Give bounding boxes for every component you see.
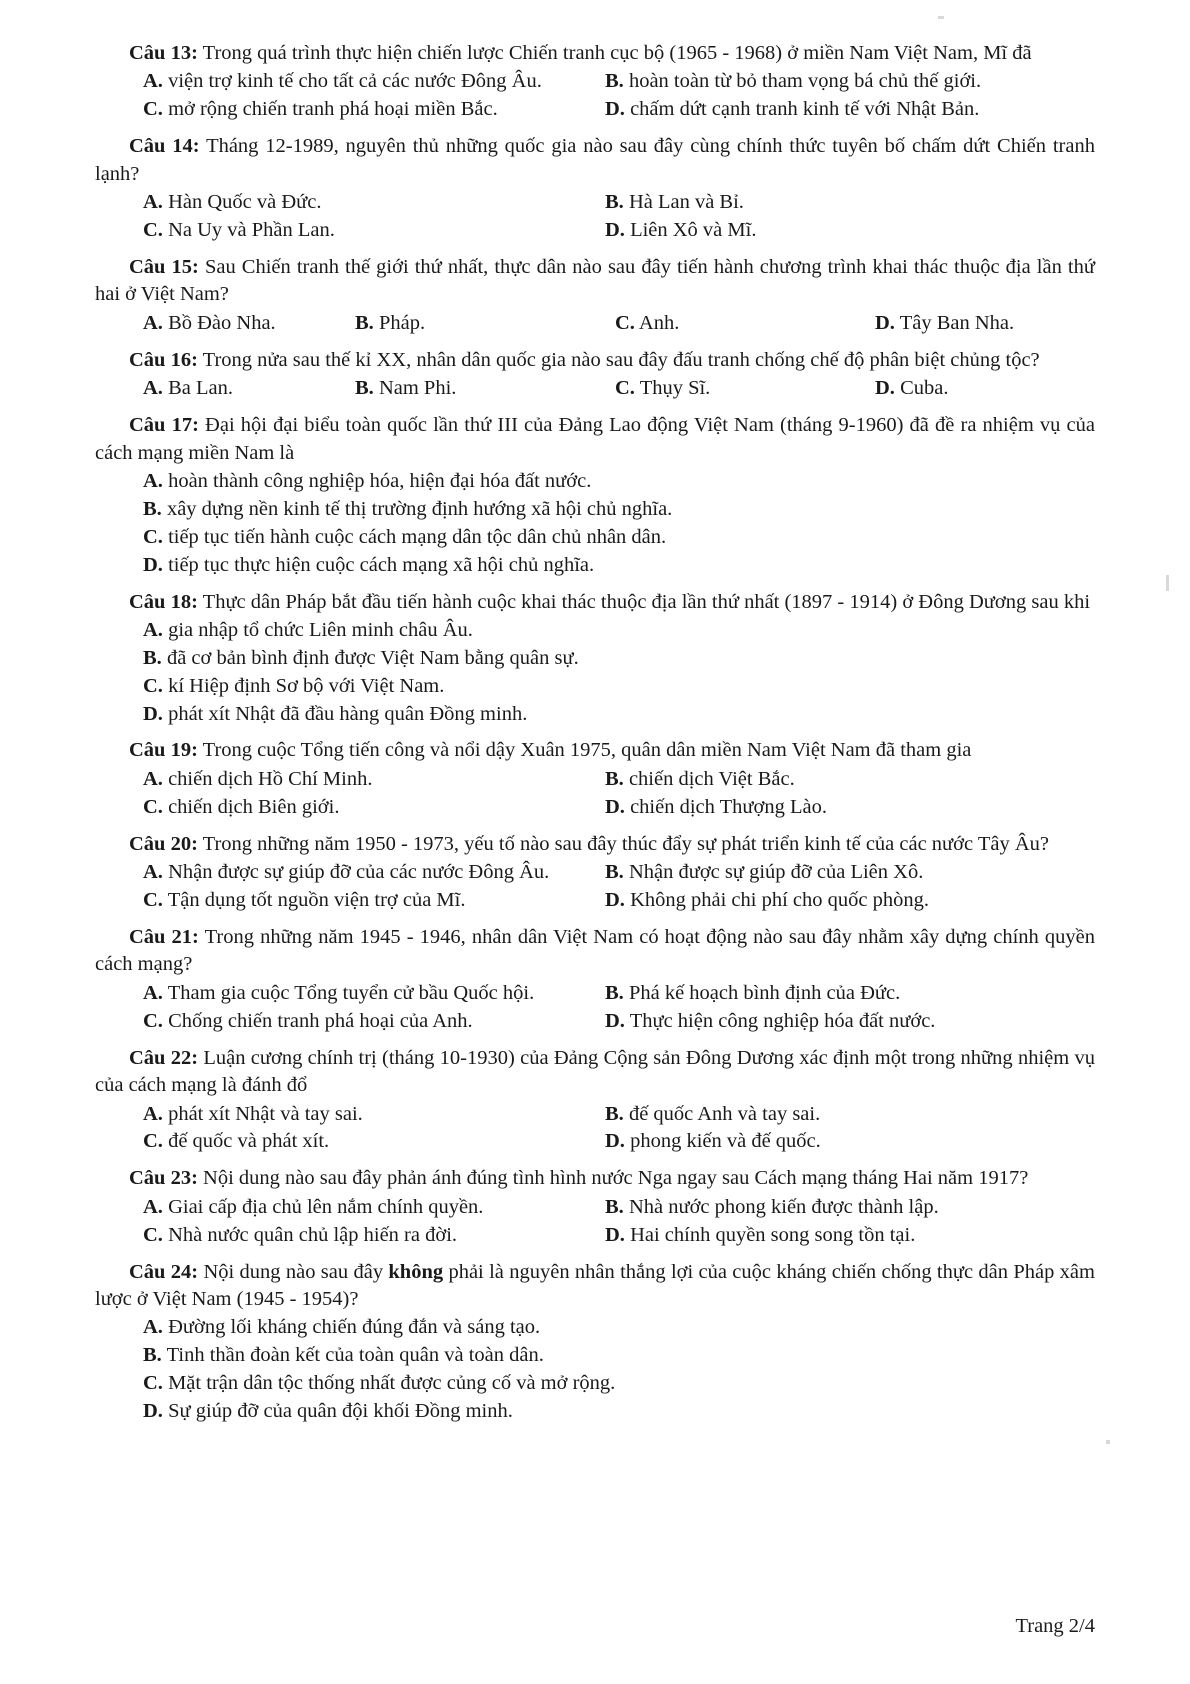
question-stem xyxy=(95,737,1095,764)
answer-option[interactable] xyxy=(95,1101,595,1129)
answer-option[interactable] xyxy=(875,375,1095,403)
answer-options xyxy=(95,375,1095,403)
option-label: C. xyxy=(143,1372,163,1395)
answer-option[interactable] xyxy=(595,1128,1095,1156)
option-label: D. xyxy=(605,889,625,912)
answer-option[interactable] xyxy=(95,310,355,338)
option-text: Tham gia cuộc Tổng tuyển cử bầu Quốc hội. xyxy=(162,981,535,1004)
answer-options xyxy=(95,617,1095,729)
option-text: Hàn Quốc và Đức. xyxy=(162,191,322,214)
option-text: chiến dịch Thượng Lào. xyxy=(624,795,827,818)
option-text: Tây Ban Nha. xyxy=(894,311,1015,334)
option-text: Phá kế hoạch bình định của Đức. xyxy=(623,981,901,1004)
answer-option[interactable] xyxy=(95,1222,595,1250)
option-label: A. xyxy=(143,70,163,93)
option-text: gia nhập tổ chức Liên minh châu Âu. xyxy=(162,618,473,641)
option-text: đế quốc và phát xít. xyxy=(162,1130,330,1153)
question-stem xyxy=(95,589,1095,616)
answer-option[interactable] xyxy=(615,310,875,338)
answer-options xyxy=(95,310,1095,338)
option-label: B. xyxy=(143,646,162,669)
option-text: kí Hiệp định Sơ bộ với Việt Nam. xyxy=(162,674,445,697)
question xyxy=(95,133,1095,245)
answer-option[interactable] xyxy=(95,1314,1095,1342)
answer-option[interactable] xyxy=(95,794,595,822)
answer-option[interactable] xyxy=(595,1008,1095,1036)
option-label: D. xyxy=(605,1223,625,1246)
option-text: viện trợ kinh tế cho tất cả các nước Đông Âu. xyxy=(162,70,542,93)
question xyxy=(95,412,1095,579)
answer-option[interactable] xyxy=(95,673,1095,701)
question-text: Trong những năm 1945 - 1946, nhân dân Việt Nam có hoạt động nào sau đây nhằm xây dựng chính quyền cách mạng? xyxy=(95,925,1095,976)
answer-option[interactable] xyxy=(95,859,595,887)
option-label: C. xyxy=(615,377,635,400)
option-text: Không phải chi phí cho quốc phòng. xyxy=(624,889,929,912)
question-text: Sau Chiến tranh thế giới thứ nhất, thực dân nào sau đây tiến hành chương trình khai thác thuộc địa lần thứ hai ở Việt Nam? xyxy=(95,255,1095,306)
answer-option[interactable] xyxy=(95,701,1095,729)
question-number: Câu 21: xyxy=(129,925,199,948)
option-label: B. xyxy=(355,311,374,334)
question-number: Câu 13: xyxy=(129,42,198,64)
question-stem xyxy=(95,1045,1095,1100)
option-label: A. xyxy=(143,767,163,790)
answer-option[interactable] xyxy=(595,1222,1095,1250)
option-text: Bồ Đào Nha. xyxy=(162,311,276,334)
question-text: Trong quá trình thực hiện chiến lược Chiến tranh cục bộ (1965 - 1968) ở miền Nam Việt Nam, Mĩ đã xyxy=(197,42,1032,64)
question-stem xyxy=(95,924,1095,979)
answer-option[interactable] xyxy=(615,375,875,403)
question-number: Câu 19: xyxy=(129,739,198,762)
option-text: Sự giúp đỡ của quân đội khối Đồng minh. xyxy=(162,1400,513,1423)
question-text: Thực dân Pháp bắt đầu tiến hành cuộc khai thác thuộc địa lần thứ nhất (1897 - 1914) ở Đông Dương sau khi xyxy=(197,590,1091,613)
option-text: Nhà nước phong kiến được thành lập. xyxy=(623,1195,939,1218)
question xyxy=(95,40,1095,124)
option-label: A. xyxy=(143,1195,163,1218)
question-number: Câu 14: xyxy=(129,135,200,158)
option-text: chấm dứt cạnh tranh kinh tế với Nhật Bản. xyxy=(624,98,980,121)
option-text: Tinh thần đoàn kết của toàn quân và toàn dân. xyxy=(161,1344,544,1367)
option-text: Ba Lan. xyxy=(162,377,233,400)
answer-option[interactable] xyxy=(595,887,1095,915)
option-text: Nhận được sự giúp đỡ của các nước Đông Âu. xyxy=(162,861,550,884)
answer-option[interactable] xyxy=(95,552,1095,580)
answer-option[interactable] xyxy=(595,217,1095,245)
option-text: chiến dịch Việt Bắc. xyxy=(623,767,795,790)
question-text: Tháng 12-1989, nguyên thủ những quốc gia nào sau đây cùng chính thức tuyên bố chấm dứt Chiến tranh lạnh? xyxy=(95,135,1095,185)
question-text: Trong những năm 1950 - 1973, yếu tố nào sau đây thúc đẩy sự phát triển kinh tế của các nước Tây Âu? xyxy=(197,832,1050,855)
answer-option[interactable] xyxy=(95,1128,595,1156)
answer-option[interactable] xyxy=(595,1194,1095,1222)
option-label: C. xyxy=(143,889,163,912)
option-label: B. xyxy=(605,70,624,93)
question xyxy=(95,737,1095,821)
question-number: Câu 20: xyxy=(129,832,198,855)
question-stem xyxy=(95,1165,1095,1192)
question-stem xyxy=(95,133,1095,188)
option-label: D. xyxy=(605,98,625,121)
option-label: D. xyxy=(143,702,163,725)
option-text: Giai cấp địa chủ lên nắm chính quyền. xyxy=(162,1195,484,1218)
option-text: Hà Lan và Bỉ. xyxy=(623,191,744,214)
question xyxy=(95,924,1095,1036)
answer-option[interactable] xyxy=(95,468,1095,496)
question xyxy=(95,589,1095,729)
option-label: D. xyxy=(143,553,163,576)
answer-option[interactable] xyxy=(95,496,1095,524)
answer-options xyxy=(95,1314,1095,1426)
answer-option[interactable] xyxy=(95,980,595,1008)
question xyxy=(95,347,1095,403)
option-label: B. xyxy=(605,191,624,214)
question xyxy=(95,254,1095,338)
option-label: A. xyxy=(143,191,163,214)
option-text: phát xít Nhật đã đầu hàng quân Đồng minh. xyxy=(162,702,528,725)
option-text: chiến dịch Biên giới. xyxy=(162,795,340,818)
answer-option[interactable] xyxy=(95,375,355,403)
option-text: Đường lối kháng chiến đúng đắn và sáng tạo. xyxy=(162,1316,541,1339)
option-text: Pháp. xyxy=(373,311,426,334)
option-text: phong kiến và đế quốc. xyxy=(624,1130,821,1153)
option-text: hoàn toàn từ bỏ tham vọng bá chủ thế giới. xyxy=(623,70,982,93)
option-label: C. xyxy=(143,1223,163,1246)
answer-options xyxy=(95,859,1095,915)
answer-option[interactable] xyxy=(95,1194,595,1222)
question-text: Nội dung nào sau đây phản ánh đúng tình hình nước Nga ngay sau Cách mạng tháng Hai năm 1917? xyxy=(197,1167,1029,1190)
question-text: Trong nửa sau thế kỉ XX, nhân dân quốc gia nào sau đây đấu tranh chống chế độ phân biệt chủng tộc? xyxy=(197,348,1040,371)
question xyxy=(95,1259,1095,1426)
answer-options xyxy=(95,68,1095,124)
page-footer: Trang 2/4 xyxy=(1015,1615,1095,1637)
question-stem xyxy=(95,412,1095,467)
answer-option[interactable] xyxy=(95,1008,595,1036)
option-text: Nhận được sự giúp đỡ của Liên Xô. xyxy=(623,861,924,884)
option-text: Thụy Sĩ. xyxy=(634,377,711,400)
answer-option[interactable] xyxy=(95,766,595,794)
option-text: chiến dịch Hồ Chí Minh. xyxy=(162,767,373,790)
question-text: Nội dung nào sau đây xyxy=(198,1260,389,1283)
option-label: A. xyxy=(143,377,163,400)
answer-options xyxy=(95,468,1095,580)
option-label: D. xyxy=(875,311,895,334)
answer-option[interactable] xyxy=(355,310,615,338)
question-stem xyxy=(95,254,1095,309)
answer-option[interactable] xyxy=(95,1398,1095,1426)
option-label: B. xyxy=(605,1195,624,1218)
question xyxy=(95,1165,1095,1249)
answer-option[interactable] xyxy=(595,980,1095,1008)
option-label: D. xyxy=(605,1130,625,1153)
option-text: Anh. xyxy=(634,311,680,334)
option-text: tiếp tục tiến hành cuộc cách mạng dân tộc dân chủ nhân dân. xyxy=(162,525,667,548)
answer-option[interactable] xyxy=(355,375,615,403)
question-number: Câu 22: xyxy=(129,1046,199,1069)
answer-option[interactable] xyxy=(595,859,1095,887)
question-number: Câu 18: xyxy=(129,590,198,613)
option-label: C. xyxy=(143,1009,163,1032)
answer-options xyxy=(95,766,1095,822)
option-label: D. xyxy=(605,1009,625,1032)
answer-option[interactable] xyxy=(595,1101,1095,1129)
answer-option[interactable] xyxy=(95,217,595,245)
option-label: B. xyxy=(355,377,374,400)
option-text: hoàn thành công nghiệp hóa, hiện đại hóa đất nước. xyxy=(162,470,592,492)
answer-option[interactable] xyxy=(95,1342,1095,1370)
option-label: C. xyxy=(143,98,163,121)
answer-options xyxy=(95,1194,1095,1250)
option-label: A. xyxy=(143,981,163,1004)
question-number: Câu 17: xyxy=(129,414,199,437)
option-label: A. xyxy=(143,470,163,492)
answer-option[interactable] xyxy=(95,617,1095,645)
option-label: D. xyxy=(143,1400,163,1423)
option-text: xây dựng nền kinh tế thị trường định hướng xã hội chủ nghĩa. xyxy=(161,497,673,520)
option-label: B. xyxy=(605,981,624,1004)
option-text: Hai chính quyền song song tồn tại. xyxy=(624,1223,916,1246)
option-text: Liên Xô và Mĩ. xyxy=(624,219,757,242)
option-text: Thực hiện công nghiệp hóa đất nước. xyxy=(624,1009,936,1032)
option-label: B. xyxy=(605,1102,624,1125)
scan-speck xyxy=(938,16,944,19)
answer-option[interactable] xyxy=(595,68,1095,96)
answer-option[interactable] xyxy=(95,189,595,217)
option-label: A. xyxy=(143,311,163,334)
question-number: Câu 16: xyxy=(129,348,198,371)
option-label: B. xyxy=(143,1344,162,1367)
answer-option[interactable] xyxy=(95,96,595,124)
question-text: Luận cương chính trị (tháng 10-1930) của Đảng Cộng sản Đông Dương xác định một trong những nhiệm vụ của cách mạng là đánh đổ xyxy=(95,1046,1095,1097)
answer-options xyxy=(95,189,1095,245)
option-text: Nam Phi. xyxy=(373,377,457,400)
question-text: Trong cuộc Tổng tiến công và nổi dậy Xuân 1975, quân dân miền Nam Việt Nam đã tham gia xyxy=(197,739,972,762)
answer-option[interactable] xyxy=(95,68,595,96)
option-text: phát xít Nhật và tay sai. xyxy=(162,1102,363,1125)
question-stem xyxy=(95,40,1095,67)
option-label: D. xyxy=(605,795,625,818)
answer-option[interactable] xyxy=(95,645,1095,673)
option-text: Tận dụng tốt nguồn viện trợ của Mĩ. xyxy=(162,889,466,912)
option-label: A. xyxy=(143,861,163,884)
option-label: A. xyxy=(143,1316,163,1339)
option-text: Cuba. xyxy=(894,377,949,400)
answer-option[interactable] xyxy=(595,794,1095,822)
option-text: Mặt trận dân tộc thống nhất được củng cố và mở rộng. xyxy=(162,1372,616,1395)
option-label: C. xyxy=(143,219,163,242)
option-label: A. xyxy=(143,1102,163,1125)
answer-options xyxy=(95,980,1095,1036)
question-text: Đại hội đại biểu toàn quốc lần thứ III của Đảng Lao động Việt Nam (tháng 9-1960) đã đề ra nhiệm vụ của cách mạng miền Nam là xyxy=(95,414,1095,464)
option-text: mở rộng chiến tranh phá hoại miền Bắc. xyxy=(162,98,498,121)
answer-option[interactable] xyxy=(875,310,1095,338)
option-label: B. xyxy=(605,767,624,790)
answer-option[interactable] xyxy=(95,1370,1095,1398)
question-number: Câu 23: xyxy=(129,1167,198,1190)
option-text: tiếp tục thực hiện cuộc cách mạng xã hội chủ nghĩa. xyxy=(162,553,595,576)
question xyxy=(95,831,1095,915)
question-stem xyxy=(95,831,1095,858)
answer-options xyxy=(95,1101,1095,1157)
question-number: Câu 24: xyxy=(129,1260,199,1283)
option-text: Na Uy và Phần Lan. xyxy=(162,219,335,242)
scan-speck xyxy=(1106,1440,1110,1444)
question-text: phải là nguyên nhân thắng lợi của cuộc kháng chiến chống thực dân Pháp xâm lược ở Việt Nam (1945 - 1954)? xyxy=(95,1260,1095,1310)
scan-speck xyxy=(1166,575,1169,591)
option-text: Nhà nước quân chủ lập hiến ra đời. xyxy=(162,1223,458,1246)
question-number: Câu 15: xyxy=(129,255,199,278)
answer-option[interactable] xyxy=(595,189,1095,217)
option-text: Chống chiến tranh phá hoại của Anh. xyxy=(162,1009,473,1032)
option-label: C. xyxy=(615,311,635,334)
option-label: C. xyxy=(143,795,163,818)
question-list xyxy=(95,40,1095,1426)
answer-option[interactable] xyxy=(95,524,1095,552)
question xyxy=(95,1045,1095,1157)
question-stem xyxy=(95,1259,1095,1314)
option-label: D. xyxy=(605,219,625,242)
option-label: D. xyxy=(875,377,895,400)
answer-option[interactable] xyxy=(595,766,1095,794)
option-label: C. xyxy=(143,525,163,548)
question-stem xyxy=(95,347,1095,374)
option-text: đã cơ bản bình định được Việt Nam bằng quân sự. xyxy=(161,646,579,669)
answer-option[interactable] xyxy=(595,96,1095,124)
option-label: B. xyxy=(143,497,162,520)
option-label: C. xyxy=(143,1130,163,1153)
option-label: A. xyxy=(143,618,163,641)
option-text: đế quốc Anh và tay sai. xyxy=(623,1102,821,1125)
option-label: B. xyxy=(605,861,624,884)
question-text-emphasis: không xyxy=(388,1260,444,1283)
answer-option[interactable] xyxy=(95,887,595,915)
option-label: C. xyxy=(143,674,163,697)
